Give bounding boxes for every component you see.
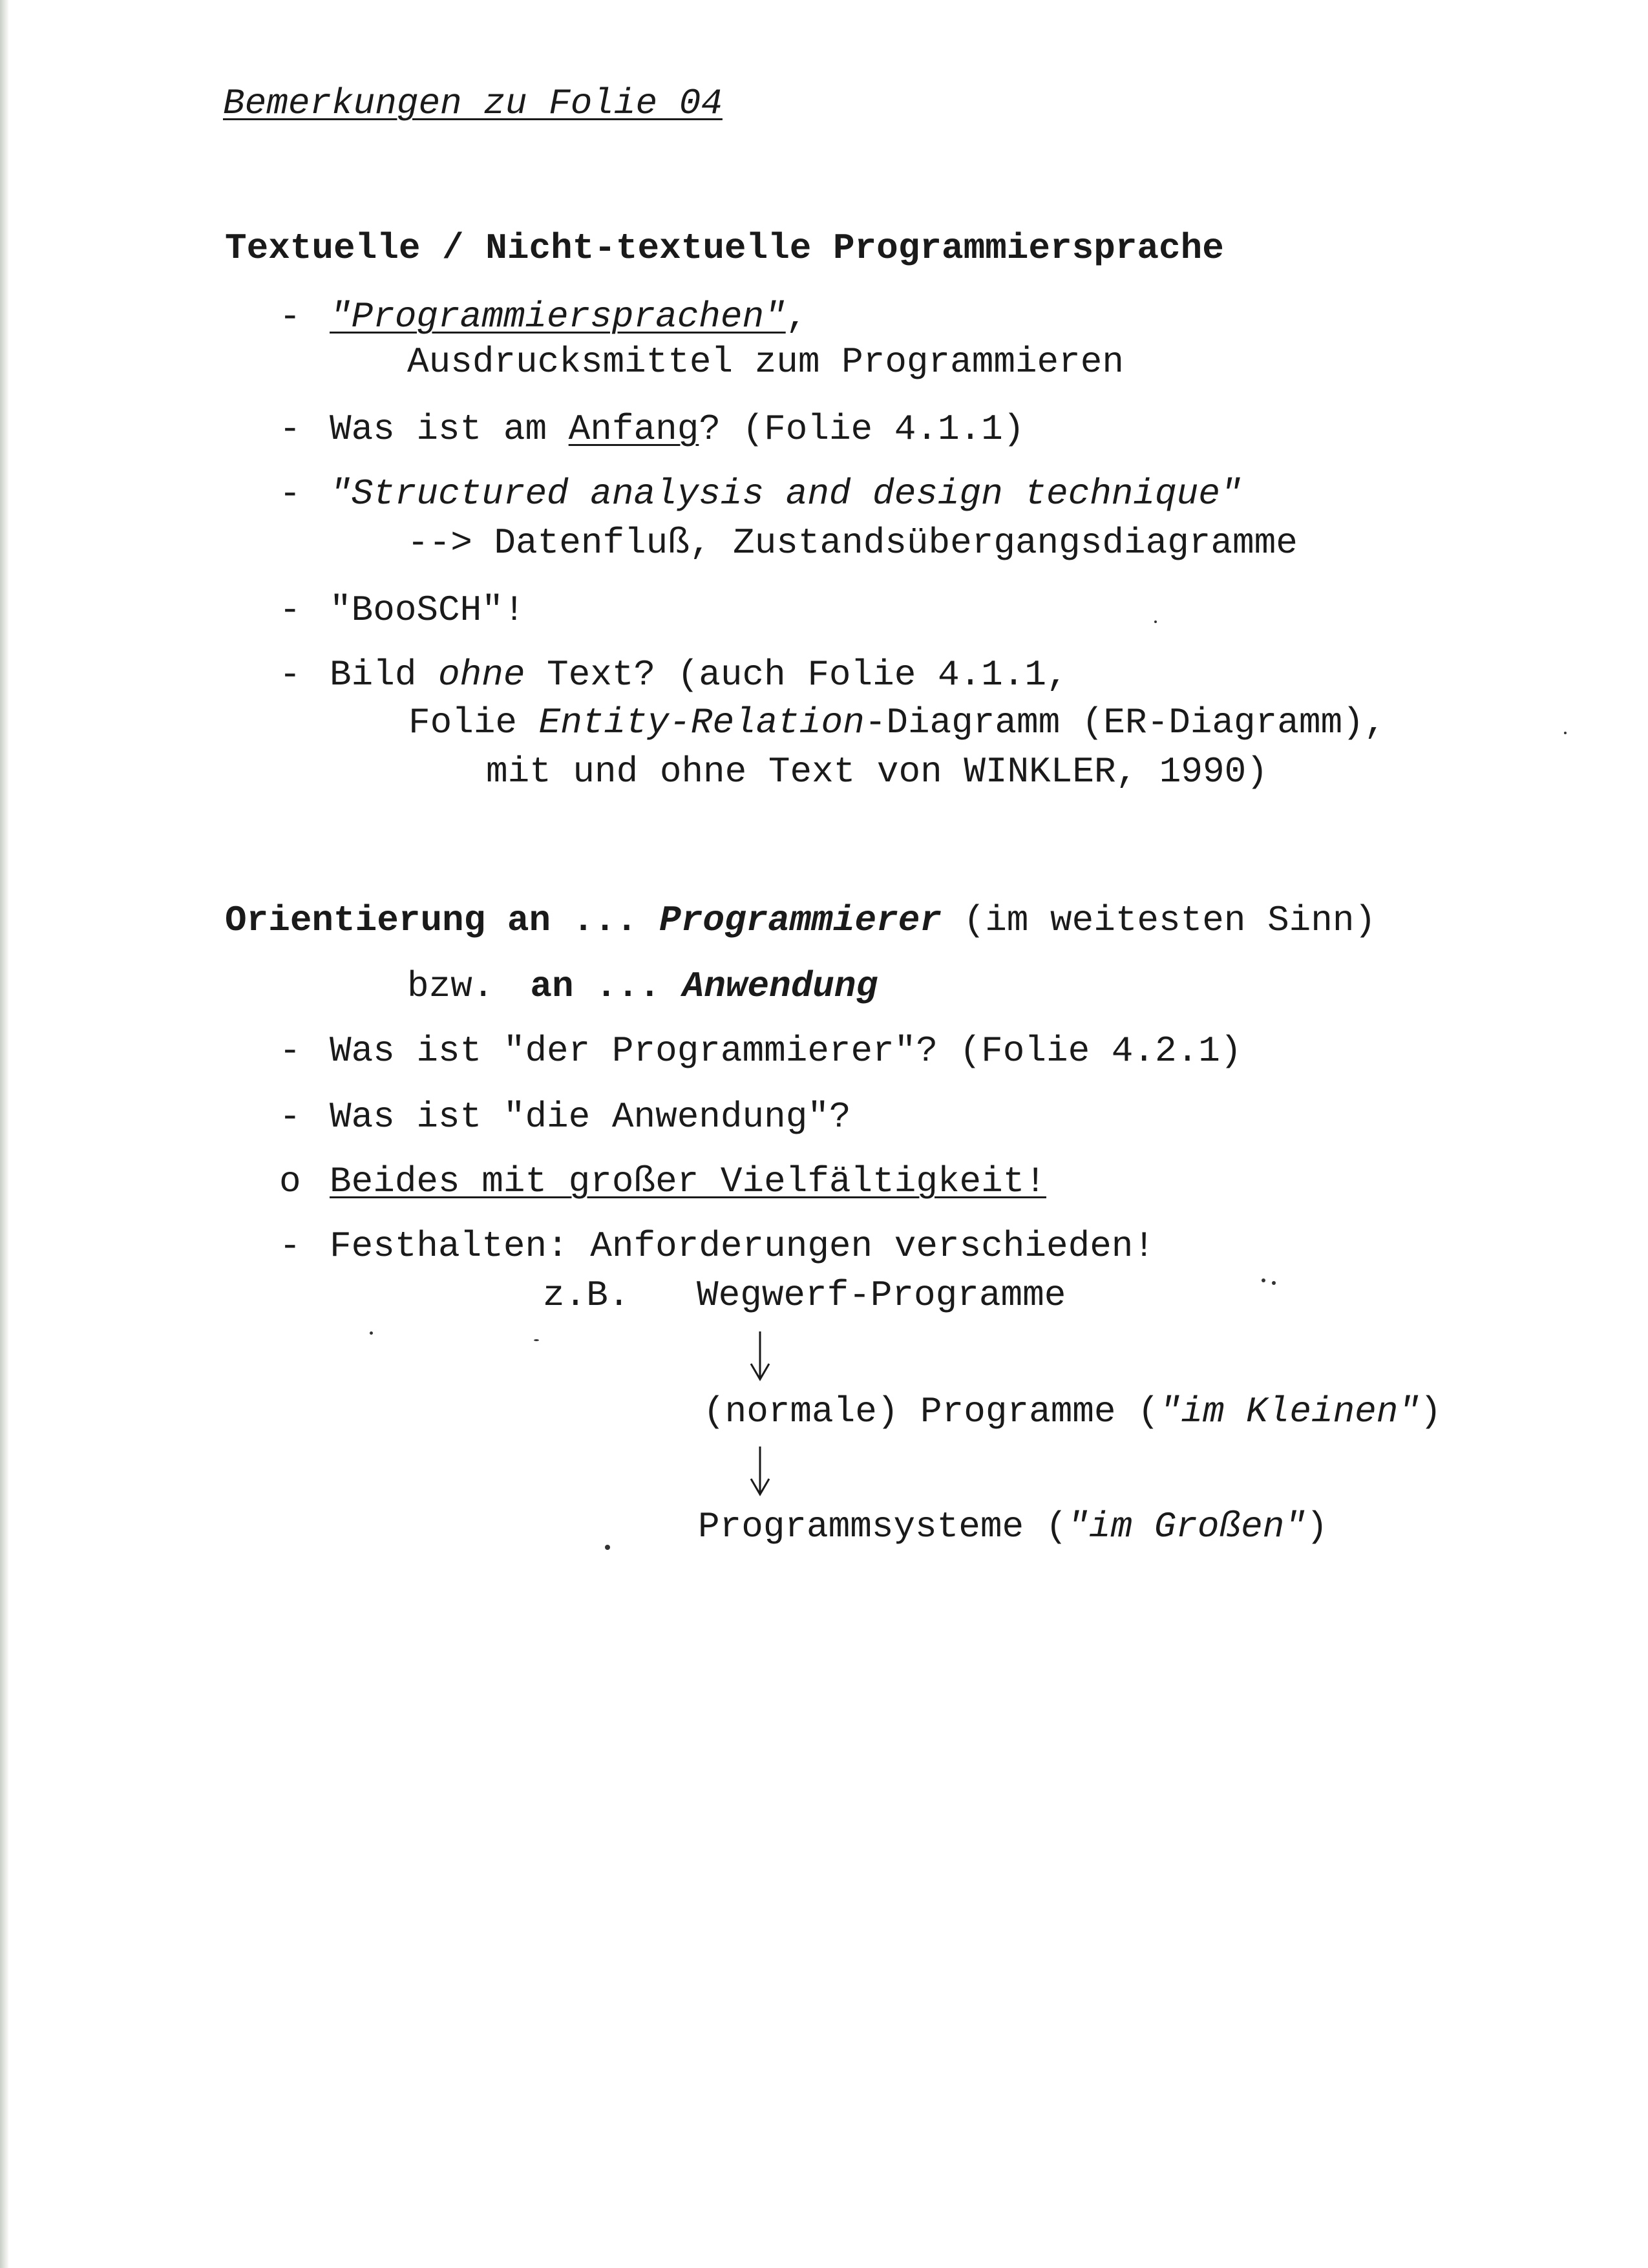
italic-im-grossen: "im Großen" — [1067, 1506, 1306, 1547]
list-item-dash: - — [279, 589, 301, 631]
heading-programmierer: Programmierer — [659, 900, 942, 941]
section-heading-textual: Textuelle / Nicht-textuelle Programmiersprache — [225, 228, 1224, 269]
comma: , — [785, 296, 808, 337]
italic-im-kleinen: "im Kleinen" — [1159, 1391, 1420, 1432]
text-after: ? (Folie 4.1.1) — [699, 408, 1025, 450]
text-after: ) — [1305, 1506, 1328, 1547]
quote-programmiersprachen: "Programmiersprachen" — [330, 296, 786, 337]
example-prefix: z.B. — [543, 1275, 630, 1316]
list-item-anfang — [330, 408, 1025, 450]
italic-entity-relation: Entity-Relation — [538, 702, 865, 743]
list-item-dash: - — [279, 1030, 301, 1072]
list-item-dash: - — [279, 408, 301, 450]
example-step-wegwerf: Wegwerf-Programme — [697, 1275, 1066, 1316]
italic-ohne: ohne — [438, 654, 525, 695]
list-item-dash: - — [279, 296, 301, 337]
text-before: Programmsysteme ( — [698, 1506, 1068, 1547]
text-bzw: bzw. — [407, 966, 494, 1007]
heading-anwendung: Anwendung — [682, 966, 878, 1007]
text-after: ) — [1419, 1391, 1442, 1432]
list-item-bild-line3: mit und ohne Text von WINKLER, 1990) — [486, 751, 1268, 792]
list-item-sadt: "Structured analysis and design technique" — [330, 473, 1242, 514]
list-item-booch: "BooSCH"! — [330, 589, 525, 631]
heading-part-a: Orientierung an ... — [225, 900, 660, 941]
text-after: -Diagramm (ER-Diagramm), — [864, 702, 1386, 743]
list-item-vielfaeltigkeit: Beides mit großer Vielfältigkeit! — [330, 1161, 1046, 1202]
list-item-programmierer: Was ist "der Programmierer"? (Folie 4.2.1) — [330, 1030, 1242, 1072]
example-step-programmsysteme — [698, 1506, 1328, 1547]
list-item-dash: - — [279, 1225, 301, 1267]
list-item-subtext: --> Datenfluß, Zustandsübergangsdiagramme — [407, 522, 1298, 564]
scan-speck — [605, 1545, 610, 1550]
section-heading-orientierung — [225, 900, 1377, 941]
list-item-dash: - — [279, 1096, 301, 1138]
text-before: Was ist am — [330, 408, 569, 450]
list-item-anwendung: Was ist "die Anwendung"? — [330, 1096, 851, 1138]
scan-speck — [1564, 732, 1567, 734]
down-arrow-icon — [747, 1330, 773, 1382]
scan-speck — [1154, 620, 1157, 623]
list-item-bild-line1 — [330, 654, 1068, 695]
list-item-bullet: o — [279, 1161, 301, 1202]
text-before: Folie — [408, 702, 539, 743]
scan-edge — [0, 0, 9, 2268]
list-item-dash: - — [279, 654, 301, 695]
underlined-anfang: Anfang — [568, 408, 699, 450]
list-item-programmiersprachen — [330, 296, 808, 337]
list-item-subtext: Ausdrucksmittel zum Programmieren — [407, 341, 1124, 383]
down-arrow-icon — [747, 1445, 773, 1497]
section-subheading — [407, 966, 878, 1007]
heading-part-c: (im weitesten Sinn) — [941, 900, 1377, 941]
list-item-festhalten: Festhalten: Anforderungen verschieden! — [330, 1225, 1156, 1267]
scan-speck — [1262, 1278, 1265, 1282]
scan-speck — [534, 1339, 539, 1341]
list-item-dash: - — [279, 473, 301, 514]
scan-speck — [370, 1331, 373, 1335]
text-after: Text? (auch Folie 4.1.1, — [525, 654, 1068, 695]
list-item-bild-line2 — [408, 702, 1386, 743]
example-step-normale — [703, 1391, 1442, 1432]
scan-speck — [1272, 1281, 1276, 1285]
text-an: an ... — [530, 966, 682, 1007]
text-before: Bild — [330, 654, 439, 695]
page-title: Bemerkungen zu Folie 04 — [223, 83, 723, 124]
text-before: (normale) Programme ( — [703, 1391, 1159, 1432]
